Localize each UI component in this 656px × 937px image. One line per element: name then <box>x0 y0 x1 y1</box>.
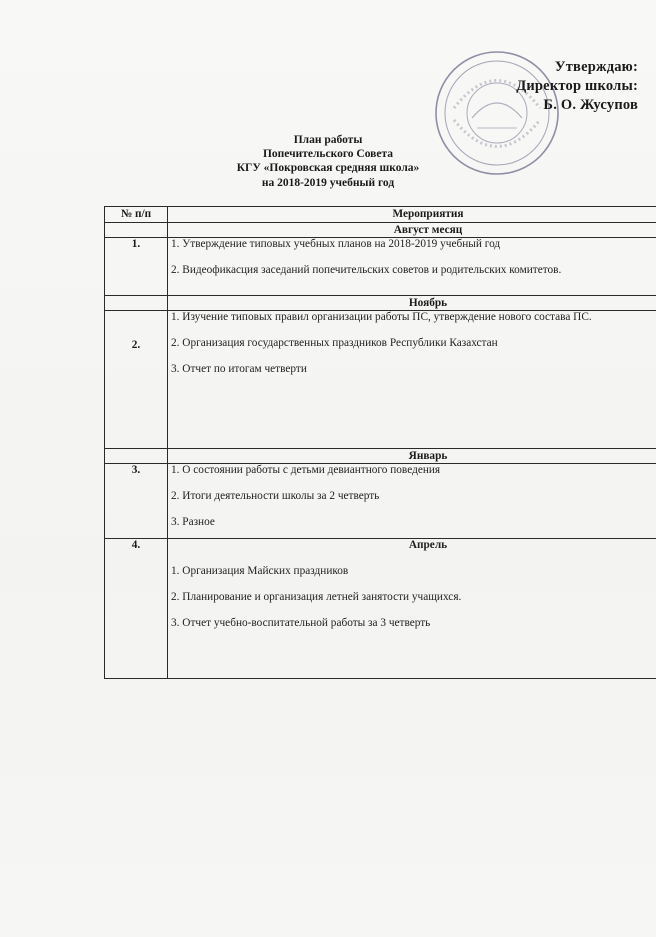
list-item: 1. Изучение типовых правил организации работы ПС, утверждение нового состава ПС. <box>171 311 592 323</box>
title-line-2: Попечительского Совета <box>262 148 394 161</box>
table-row <box>105 238 656 296</box>
table-row <box>105 539 656 679</box>
list-item: 2. Видеофикасция заседаний попечительских советов и родительских комитетов. <box>171 264 562 276</box>
month-january: Январь <box>168 449 656 464</box>
list-item: 2. Итоги деятельности школы за 2 четверть <box>171 490 380 502</box>
title-line-1: План работы <box>293 134 363 146</box>
row-number: 4. <box>105 539 168 679</box>
table-row <box>105 464 656 539</box>
month-november: Ноябрь <box>168 296 656 311</box>
list-item: 3. Отчет по итогам четверти <box>171 363 307 375</box>
list-item: 2. Организация государственных праздников Республики Казахстан <box>171 337 498 349</box>
month-row <box>105 223 656 238</box>
approval-block <box>516 58 638 115</box>
list-item: 1. О состоянии работы с детьми девиантного поведения <box>171 464 441 476</box>
table-row <box>105 311 656 449</box>
month-row <box>105 296 656 311</box>
row-number: 1. <box>105 238 168 296</box>
approval-position: Директор школы: <box>516 78 638 94</box>
title-line-4: на 2018-2019 учебный год <box>261 176 395 189</box>
column-header-number: № п/п <box>105 207 168 223</box>
events-cell <box>168 311 656 449</box>
events-cell <box>168 539 656 679</box>
list-item: 1. Утверждение типовых учебных планов на 2018-2019 учебный год <box>171 238 501 250</box>
column-header-events: Мероприятия <box>168 207 656 223</box>
list-item: 2. Планирование и организация летней занятости учащихся. <box>171 591 462 603</box>
table-header-row <box>105 207 656 223</box>
list-item: 1. Организация Майских праздников <box>171 565 349 577</box>
list-item: 3. Отчет учебно-воспитательной работы за 3 четверть <box>171 617 431 629</box>
document-title <box>0 133 656 190</box>
plan-table <box>104 206 656 679</box>
events-cell <box>168 464 656 539</box>
month-row <box>105 449 656 464</box>
month-april: Апрель <box>408 539 448 551</box>
title-line-3: КГУ «Покровская средняя школа» <box>236 162 420 175</box>
row-number: 2. <box>105 311 168 449</box>
approval-signatory: Б. О. Жусупов <box>543 97 638 113</box>
events-cell <box>168 238 656 296</box>
row-number: 3. <box>105 464 168 539</box>
list-item: 3. Разное <box>171 516 215 528</box>
approval-label: Утверждаю: <box>554 59 638 75</box>
month-august: Август месяц <box>168 223 656 238</box>
